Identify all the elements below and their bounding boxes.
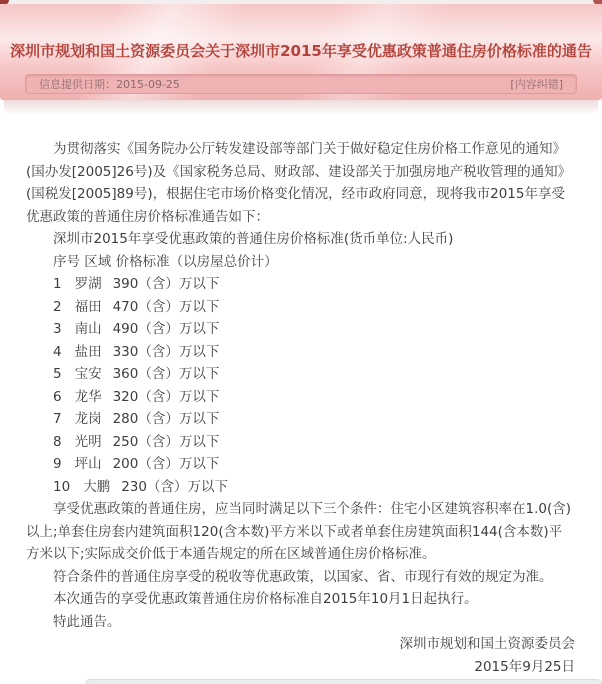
row-district: 宝安	[74, 366, 102, 382]
price-row	[26, 408, 575, 431]
closing-paragraph: 特此通告。	[53, 613, 121, 630]
row-seq: 5	[53, 366, 62, 382]
row-standard: 470（含）万以下	[112, 298, 220, 315]
price-row	[26, 273, 575, 296]
row-seq: 10	[53, 478, 71, 495]
row-district: 光明	[74, 433, 102, 450]
table-header: 序号 区域 价格标准（以房屋总价计）	[53, 253, 278, 270]
bottom-divider	[85, 679, 602, 684]
row-seq: 8	[53, 433, 62, 450]
conditions-paragraph: 享受优惠政策的普通住房，应当同时满足以下三个条件：住宅小区建筑容积率在1.0(含)以上;单套住房套内建筑面积120(含本数)平方米以下或者单套住房建筑面积144(含本数)平方米以下;实际成交价低于本通告规定的所在区域普通住房价格标准。	[26, 501, 572, 562]
standard-heading: 深圳市2015年享受优惠政策的普通住房价格标准(货币单位:人民币)	[53, 231, 454, 247]
price-row	[26, 296, 575, 319]
row-standard: 320（含）万以下	[112, 388, 220, 405]
intro-paragraph: 为贯彻落实《国务院办公厅转发建设部等部门关于做好稳定住房价格工作意见的通知》(国办发[2005]26号)及《国家税务总局、财政部、建设部关于加强房地产税收管理的通知》(国税发[2005]89号)，根据住宅市场价格变化情况，经市政府同意，现将我市2015年享受优惠政策的普通住房价格标准通告如下：	[26, 141, 572, 225]
info-date-label: 信息提供日期：	[39, 78, 116, 91]
row-standard: 200（含）万以下	[112, 456, 220, 472]
price-row	[26, 386, 575, 409]
price-row	[26, 363, 575, 386]
notice-title: 深圳市规划和国土资源委员会关于深圳市2015年享受优惠政策普通住房价格标准的通告	[10, 42, 592, 60]
content-correction-link[interactable]: [内容纠错]	[510, 78, 563, 91]
price-row	[26, 431, 575, 454]
tax-policy-paragraph: 符合条件的普通住房享受的税收等优惠政策，以国家、省、市现行有效的规定为准。	[53, 568, 553, 585]
info-date	[39, 76, 180, 92]
effective-paragraph: 本次通告的享受优惠政策普通住房价格标准自2015年10月1日起执行。	[53, 591, 478, 607]
price-row	[26, 318, 575, 341]
row-seq: 4	[53, 343, 62, 360]
notice-body	[0, 116, 602, 684]
signature-date-line: 2015年9月25日	[474, 658, 575, 675]
price-row	[26, 453, 575, 476]
row-seq: 3	[53, 321, 62, 337]
row-standard: 360（含）万以下	[112, 366, 220, 382]
banner-reflection	[4, 100, 598, 115]
row-standard: 490（含）万以下	[112, 321, 220, 337]
price-row	[26, 476, 575, 499]
row-district: 龙岗	[74, 411, 102, 427]
row-standard: 230（含）万以下	[121, 478, 228, 495]
row-seq: 1	[53, 276, 62, 292]
info-date-value: 2015-09-25	[116, 78, 180, 91]
row-district: 罗湖	[74, 276, 102, 292]
row-seq: 7	[53, 411, 62, 427]
row-district: 大鹏	[83, 478, 111, 495]
signature-line: 深圳市规划和国土资源委员会	[399, 636, 575, 652]
row-district: 南山	[74, 321, 102, 337]
header-banner	[0, 4, 602, 100]
row-standard: 280（含）万以下	[112, 411, 220, 427]
row-standard: 330（含）万以下	[112, 343, 220, 360]
row-standard: 390（含）万以下	[112, 276, 220, 292]
row-seq: 2	[53, 298, 62, 315]
price-row	[26, 341, 575, 364]
row-district: 坪山	[74, 456, 102, 472]
row-district: 龙华	[74, 388, 102, 405]
row-district: 盐田	[74, 343, 102, 360]
row-seq: 9	[53, 456, 62, 472]
row-district: 福田	[74, 298, 102, 315]
info-bar	[25, 74, 577, 94]
row-seq: 6	[53, 388, 62, 405]
row-standard: 250（含）万以下	[112, 433, 220, 450]
